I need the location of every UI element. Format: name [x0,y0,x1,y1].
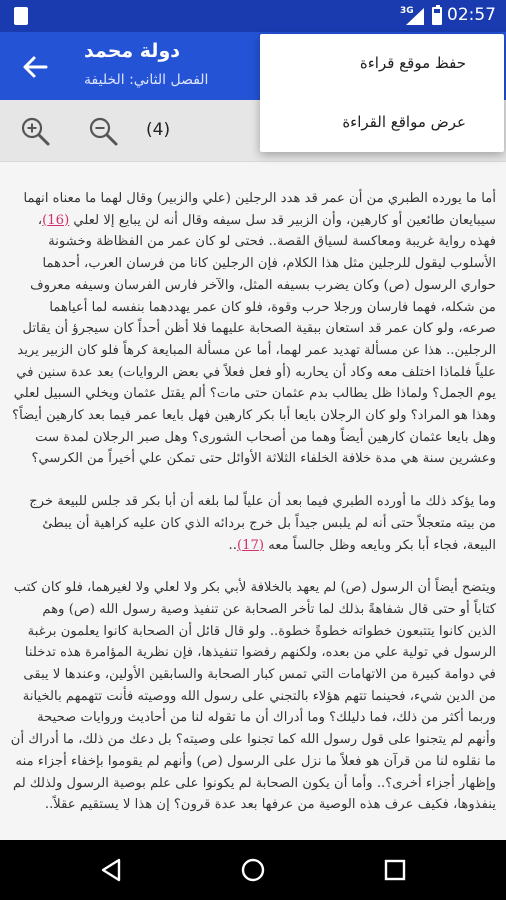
text-size-indicator: (4) [146,120,171,140]
status-bar [0,0,506,32]
sim-card-icon [14,7,28,25]
paragraph [10,188,496,470]
zoom-out-icon[interactable] [86,114,120,148]
paragraph-text: .. [228,537,237,553]
paragraph-text: وما يؤكد ذلك ما أورده الطبري فيما بعد أن علياً لما بلغه أن أبا بكر قد جلس للبيعة خرج من بيته متعجلاً حتى أنه لم يلبس جيداً بل خرج بردائه الذي كان عليه كراهية أن يبطئ البيعة، فجاء أبا بكر وبايعه وظل جالساً معه [29,494,496,553]
footnote-link[interactable]: (16) [42,212,70,228]
menu-item-show-positions[interactable]: عرض مواقع القراءة [342,113,466,131]
zoom-in-icon[interactable] [18,114,52,148]
paragraph [10,491,496,556]
paragraph-text: أما ما يورده الطبري من أن عمر قد هدد الرجلين (علي والزبير) وقال لهما ما معناه انهما سيبايعان طائعين أو كارهين، وأن الزبير قد سل سيفه وقال أنه لن يبايع إلا لعلي [23,191,496,228]
menu-item-save-position[interactable]: حفظ موقع قراءة [359,54,466,72]
network-type: 3G [400,6,414,16]
footnote-link[interactable]: (17) [236,537,265,553]
nav-back-icon[interactable] [97,856,125,884]
chapter-subtitle: الفصل الثاني: الخليفة [84,72,209,88]
reading-area[interactable] [0,162,506,840]
system-nav-bar [0,840,506,900]
paragraph-text: ، فهذه رواية غريبة ومعاكسة لسياق القصة.. فحتى لو كان عمر من الفظاظة وخشونة الأسلوب ليقول للرجلين مثل هذا الكلام، فإن الرجلين كانا من فرسان العرب، أحدهما حواري الرسول (ص) وكان يضرب بسيفه المثل، والآخر فارس الفرسان وسيفه معروف من شكله، فهما فارسان ورجلا حرب وقوة، فلو كان عمر يهددهما بنفسه لما أعياهما صرعه، ولو كان عمر قد استعان ببقية الصحابة عليهما فلا أظن أحداً كان سيجرؤ أن يقاتل الرجلين.. هذا عن مسألة تهديد عمر لهما، أما عن مسألة المبايعة كرهاً فلو كان الزبير يريد علياً فلماذا اختلف معه وكاد أن يحاربه (أو فعل فعلاً في بعض الروايات) بعد عدة سنين في يوم الجمل؟ ولماذا ظل يطالب بدم عثمان حتى مات؟ ألم يقتل عثمان ويخلي السبيل لعلي وهذا هو المراد؟ ولو كان الرجلان بايعا أبا بكر كارهين فهل بايعا عمر فيما بعد كارهين أيضاً؟ وهل بايعا عثمان كارهين أيضاً وهما من أصحاب الشورى؟ وهل صبر الرجلان لمدة ست وعشرين سنة هي مدة خلافة الخلفاء الثلاثة الأوائل حتى تمكن علي أخيراً من الكرسي؟ [12,212,496,467]
signal-icon [406,8,424,25]
nav-recents-icon[interactable] [381,856,409,884]
book-text [0,162,506,816]
back-arrow-icon[interactable] [20,52,50,82]
clock: 02:57 [447,5,496,25]
page-title: دولة محمد [84,40,181,62]
paragraph-text: ويتضح أيضاً أن الرسول (ص) لم يعهد بالخلافة لأبي بكر ولا لعلي ولا لغيرهما، فلو كان كتب كتاباً أو حتى قال شفاهةً بذلك لما تأخر الصحابة عن تنفيذ وصية رسول الله (ص) وهم الذين كانوا يتتبعون خطواته خطوةً خطوة.. ولو قال قائل أن الصحابة كانوا يعلمون برغبة الرسول في تولية علي من بعده، ولكنهم رفضوا تنفيذها، فإن نظرية المؤامرة هذه تدخلنا في دوامة كبيرة من الاتهامات التي تمس كبار الصحابة والسابقين الأولين، وعندها لا يبقى من الدين شيء، فحينما تتهم هؤلاء بالتجني على رسول الله ووصيته فأنت تتهمهم بالخيانة وربما أكثر من ذلك، فما دليلك؟ وما أدراك أن ما تقوله لنا من أحاديث وروايات صحيحة وأنهم لم يتجنوا على قول رسول الله كما تجنوا على وصيته؟ بل دعك من ذلك، ما أدراك أن ما نقلوه لنا من قرآن هو فعلاً ما نزل على الرسول (ص) وأنهم لم يقوموا بإخفاء أجزاء منه وإظهار أجزاء أخرى؟.. وأما أن يكون الصحابة لم يكونوا على علم بوصية الرسول ولذلك لم ينفذوها، فكيف عرف هذه الوصية من عرفها بعد عدة قرون؟ إن هذا لا يستقيم عقلاً.. [10,580,496,813]
paragraph [10,577,496,816]
battery-icon [432,7,442,25]
nav-home-icon[interactable] [239,856,267,884]
overflow-menu [260,34,504,152]
